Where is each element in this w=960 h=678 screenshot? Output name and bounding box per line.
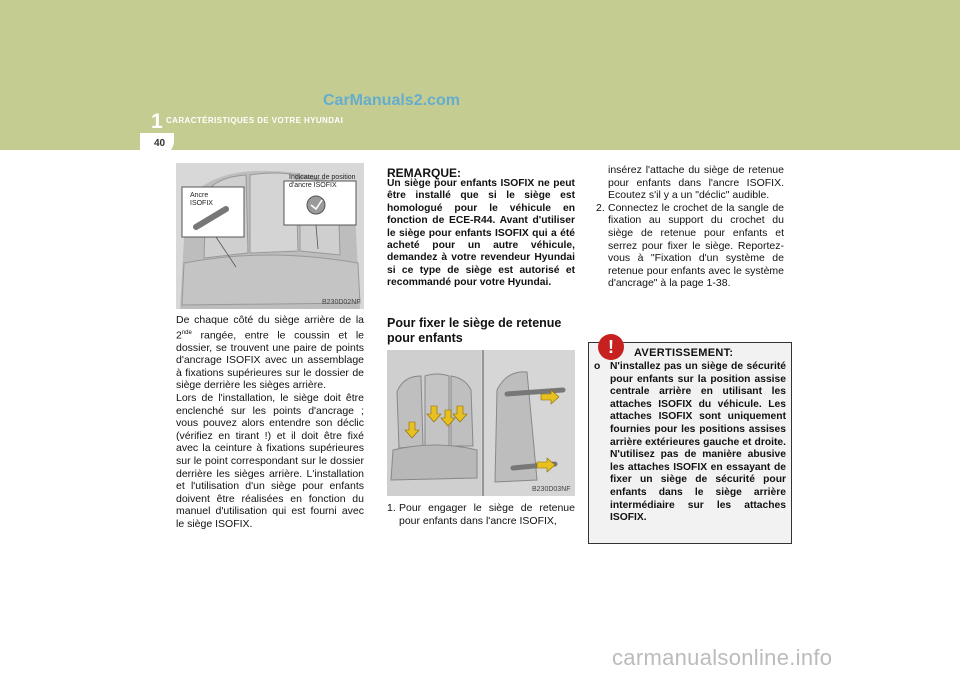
isofix-description-part2: rangée, entre le coussin et le dossier, se trouvent une paire de points d'ancrage ISOFIX avec un assemblage à fixations supérieures sur le dossier de siège derrière les sièges arrière. [176, 329, 364, 392]
warning-bullet: o [594, 361, 601, 372]
seat-attach-illustration [387, 350, 575, 496]
footer-watermark[interactable]: carmanualsonline.info [612, 645, 833, 670]
step-1 [387, 502, 575, 527]
step-2 [596, 202, 784, 290]
figure1-code: B230D02NF [322, 299, 361, 306]
anchor-label [190, 192, 213, 208]
anchor-label-line1: Ancre [190, 192, 209, 199]
ordinal-sup: nde [181, 329, 192, 336]
indicator-label-line2: d'ancre ISOFIX [289, 182, 337, 189]
indicator-label-line1: Indicateur de position [289, 174, 356, 181]
indicator-label [289, 174, 356, 190]
remark-title: REMARQUE: [387, 166, 461, 180]
isofix-attach-figure [387, 350, 575, 496]
step-1-number: 1. [387, 502, 396, 514]
step-1-text-start: Pour engager le siège de retenue pour enfants dans l'ancre ISOFIX, [399, 502, 575, 527]
warning-title: AVERTISSEMENT: [634, 347, 734, 359]
isofix-description [176, 314, 364, 531]
step-1-text-continued: insérez l'attache du siège de retenue pour enfants dans l'ancre ISOFIX. Ecoutez s'il y a un "déclic" audible. [608, 164, 784, 202]
warning-icon: ! [598, 334, 624, 360]
warning-text [594, 361, 786, 525]
page-number: 40 [154, 138, 166, 149]
header-band [0, 0, 960, 150]
steps-column [596, 164, 784, 290]
installation-instructions: Lors de l'installation, le siège doit être enclenché sur les points d'ancrage ; vous pouvez alors entendre son déclic (vérifiez en tirant !) et il doit être fixé avec la ceinture à fixations supérieures sur le point correspondant sur le dossier derrière les sièges arrière. L'installation et l'utilisation d'un siège pour enfants doivent être réalisées en fonction du manuel d'utilisation qui est fourni avec le siège ISOFIX. [176, 392, 364, 530]
anchor-label-line2: ISOFIX [190, 200, 213, 207]
chapter-title: CARACTÉRISTIQUES DE VOTRE HYUNDAI [166, 116, 344, 125]
step-2-text: Connectez le crochet de la sangle de fixation au support du crochet du siège de retenue pour enfants et serrez pour fixer le siège. Reportez-vous à "Fixation d'un système de retenue pour enfants avec le système d'ancrage" à la page 1-38. [608, 201, 784, 290]
site-watermark[interactable]: CarManuals2.com [323, 92, 460, 109]
section-title: Pour fixer le siège de retenue pour enfants [387, 316, 562, 345]
remark-body: Un siège pour enfants ISOFIX ne peut être installé que si le siège est homologué pour le véhicule en fonction de ECE-R44. Avant d'utiliser le siège pour enfants ISOFIX qui a été acheté pour un autre véhicule, demandez à votre revendeur Hyundai si ce type de siège est autorisé et recommandé pour votre Hyundai. [387, 178, 575, 289]
rear-seat-isofix-figure [176, 163, 364, 309]
step-2-number: 2. [596, 201, 605, 214]
warning-body: N'installez pas un siège de sécurité pour enfants sur la position assise centrale arrière en utilisant les attaches ISOFIX du véhicule. Les attaches ISOFIX sont uniquement fournies pour les positions assises arrière extérieures gauche et droite. N'utilisez pas de manière abusive les attaches ISOFIX en essayant de fixer un siège de sécurité pour enfants dans le siège arrière intermédiaire sur les attaches ISOFIX. [610, 361, 786, 524]
figure2-code: B230D03NF [532, 486, 571, 493]
chapter-number: 1 [151, 110, 163, 133]
isofix-description-part1: De chaque côté du siège arrière de la 2 [176, 314, 364, 342]
